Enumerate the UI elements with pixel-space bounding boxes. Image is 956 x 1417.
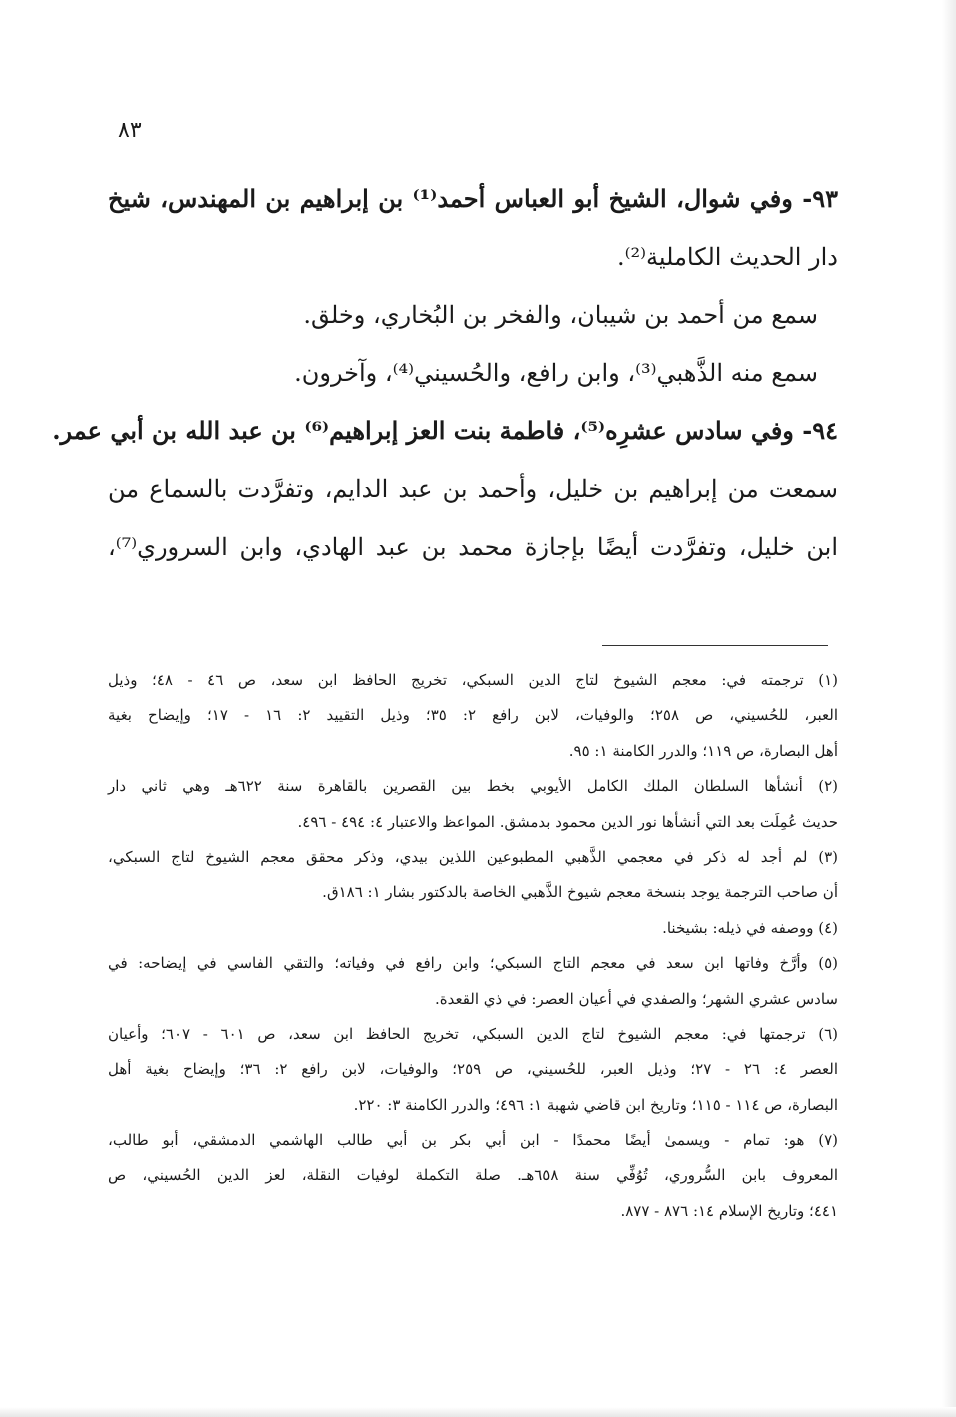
main-line: سمعت من إبراهيم بن خليل، وأحمد بن عبد الدايم، وتفرَّدت بالسماع من (108, 475, 839, 503)
footnote-line: البصارة، ص ١١٤ - ١١٥؛ وتاريخ ابن قاضي شهبة ١: ٤٩٦؛ والدرر الكامنة ٣: ٢٢٠. (353, 1095, 838, 1114)
footnote-line: (٥) وأرَّخ وفاتها ابن سعد في معجم التاج السبكي؛ وابن رافع في وفياته؛ والتقي الفاسي في إيضاحه: في (108, 954, 838, 973)
footnotes-block (108, 663, 838, 1229)
main-line: سمع منه الذَّهبي⁽³⁾، وابن رافع، والحُسيني⁽⁴⁾، وآخرون. (294, 359, 818, 387)
page-edge-shadow-right (942, 0, 956, 1417)
footnote-line: (١) ترجمته في: معجم الشيوخ لتاج الدين السبكي، تخريج الحافظ ابن سعد، ص ٤٦ - ٤٨؛ وذيل (108, 671, 838, 689)
footnote-line: ٤٤١؛ وتاريخ الإسلام ١٤: ٨٧٦ - ٨٧٧. (620, 1201, 838, 1220)
main-line: ابن خليل، وتفرَّدت أيضًا بإجازة محمد بن عبد الهادي، وابن السروري⁽⁷⁾، (108, 533, 838, 561)
main-line: ٩٣- وفي شوال، الشيخ أبو العباس أحمد⁽¹⁾ بن إبراهيم بن المهندس، شيخ (108, 184, 838, 213)
page-number: ٨٣ (118, 118, 142, 143)
footnote-line: العبر، للحُسيني، ص ٢٥٨؛ والوفيات، لابن رافع ٢: ٣٥؛ وذيل التقييد ٢: ١٦ - ١٧؛ وإيضاح بغية (108, 706, 838, 725)
footnote-line: (٣) لم أجد له ذكر في معجمي الذَّهبي المطبوعين اللذين بيدي، وذكر محقق معجم الشيوخ لتاج السبكي، (108, 847, 838, 866)
footnote-line: (٧) هو: تمام - ويسمىٰ أيضًا محمدًا - ابن أبي بكر بن أبي طالب الهاشمي الدمشقي، أبو طالب، (108, 1131, 838, 1150)
footnote-line: العصر ٤: ٢٦ - ٢٧؛ وذيل العبر، للحُسيني، ص ٢٥٩؛ والوفيات، لابن رافع ٢: ٣٦؛ وإيضاح بغية أهل (108, 1060, 838, 1079)
page-edge-shadow-bottom (0, 1407, 956, 1417)
main-text-block (52, 170, 839, 576)
footnote-line: سادس عشري الشهر؛ والصفدي في أعيان العصر: في ذي القعدة. (434, 989, 838, 1008)
main-line: دار الحديث الكاملية⁽²⁾. (616, 243, 838, 271)
footnote-line: أن صاحب الترجمة يوجد بنسخة معجم شيوخ الذَّهبي الخاصة بالدكتور بشار ١: ١٨٦ق. (322, 883, 838, 902)
footnote-line: أهل البصارة، ص ١١٩؛ والدرر الكامنة ١: ٩٥. (568, 741, 838, 760)
main-line: سمع من أحمد بن شيبان، والفخر بن البُخاري، وخلق. (303, 301, 818, 329)
footnote-line: (٢) أنشأها السلطان الملك الكامل الأيوبي بخط بين القصرين بالقاهرة سنة ٦٢٢هـ وهي ثاني دار (108, 777, 838, 796)
footnote-line: (٤) ووصفه في ذيله: بشيخنا. (662, 918, 838, 937)
footnote-line: حديث عُمِلَت بعد التي أنشأها نور الدين محمود بدمشق. المواعظ والاعتبار ٤: ٤٩٤ - ٤٩٦. (297, 812, 838, 831)
footnote-separator (602, 645, 828, 646)
footnote-line: (٦) ترجمتها في: معجم الشيوخ لتاج الدين السبكي، تخريج الحافظ ابن سعد، ص ٦٠١ - ٦٠٧؛ وأعيان (108, 1024, 838, 1043)
main-line: ٩٤- وفي سادس عشرِه⁽⁵⁾، فاطمة بنت العز إبراهيم⁽⁶⁾ بن عبد الله بن أبي عمر. (52, 416, 838, 445)
footnote-line: المعروف بابن السُّروري، تُوُفِّي سنة ٦٥٨هـ. صلة التكملة لوفيات النقلة، لعز الدين الحُسيني، ص (108, 1166, 839, 1185)
